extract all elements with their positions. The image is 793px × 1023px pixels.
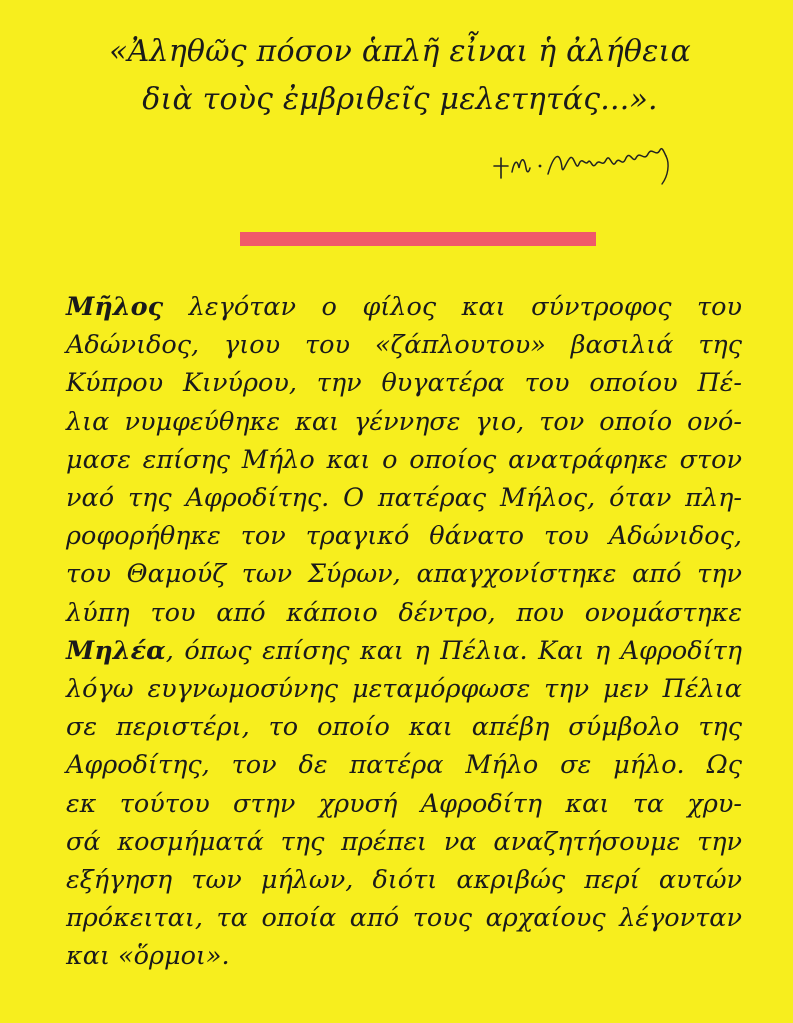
body-line: [66, 326, 742, 364]
body-line: [66, 861, 742, 899]
body-line-text: σε περιστέρι, το οποίο και απέβη σύμβολο της: [66, 712, 742, 743]
body-line-text: του Θαμούζ των Σύρων, απαγχονίστηκε από την: [66, 559, 742, 590]
body-line: [66, 441, 742, 479]
body-line-text: λόγω ευγνωμοσύνης μεταμόρφωσε την μεν Πέλια: [66, 674, 742, 705]
body-line-text: , όπως επίσης και η Πέλια. Και η Αφροδίτη: [165, 635, 742, 666]
handwritten-signature: [484, 128, 704, 188]
body-line: [66, 555, 742, 593]
body-line: [66, 479, 742, 517]
body-line: [66, 823, 742, 861]
body-line-text: λεγόταν ο φίλος και σύντροφος του: [163, 292, 742, 322]
body-line: [66, 937, 742, 975]
body-paragraph: [66, 288, 742, 976]
body-line: [66, 899, 742, 937]
body-line-text: ναό της Αφροδίτης. Ο πατέρας Μήλος, όταν πλη-: [66, 483, 742, 514]
bold-term: Μηλέα: [66, 635, 166, 666]
body-line: [66, 517, 742, 555]
body-line-text: Κύπρου Κινύρου, την θυγατέρα του οποίου Πέ-: [66, 368, 742, 399]
body-line-text: Αφροδίτης, τον δε πατέρα Μήλο σε μήλο. Ως: [66, 750, 742, 781]
quote-line-2: διὰ τοὺς ἐμβριθεῖς μελετητάς...».: [142, 82, 658, 117]
body-line: [66, 364, 742, 402]
body-line: [66, 785, 742, 823]
body-line: [66, 594, 742, 632]
body-line-text: πρόκειται, τα οποία από τους αρχαίους λέγονταν: [66, 903, 742, 934]
body-line-text: λια νυμφεύθηκε και γέννησε γιο, τον οποίο ονό-: [66, 406, 742, 437]
body-line: [66, 403, 742, 441]
body-line: [66, 670, 742, 708]
body-line-text: λύπη του από κάποιο δέντρο, που ονομάστηκε: [66, 597, 742, 628]
quote-line-1: «Ἀληθῶς πόσον ἁπλῆ εἶναι ἡ ἀλήθεια: [109, 34, 691, 69]
red-divider: [240, 232, 596, 246]
body-line: [66, 288, 742, 326]
body-line: [66, 632, 742, 670]
body-line-text: ροφορήθηκε τον τραγικό θάνατο του Αδώνιδος,: [66, 521, 742, 552]
body-line-text: εξήγηση των μήλων, διότι ακριβώς περί αυτών: [66, 865, 742, 896]
body-line-text: μασε επίσης Μήλο και ο οποίος ανατράφηκε στον: [66, 444, 742, 475]
bold-term: Μῆλος: [66, 292, 164, 322]
body-line-text: και «ὅρμοι».: [66, 941, 230, 972]
body-line-text: σά κοσμήματά της πρέπει να αναζητήσουμε την: [66, 826, 742, 857]
epigraph-quote: [60, 28, 740, 124]
body-line: [66, 746, 742, 784]
body-line-text: εκ τούτου στην χρυσή Αφροδίτη και τα χρυ-: [66, 788, 742, 819]
body-line: [66, 708, 742, 746]
body-line-text: Αδώνιδος, γιου του «ζάπλουτου» βασιλιά της: [66, 330, 742, 361]
